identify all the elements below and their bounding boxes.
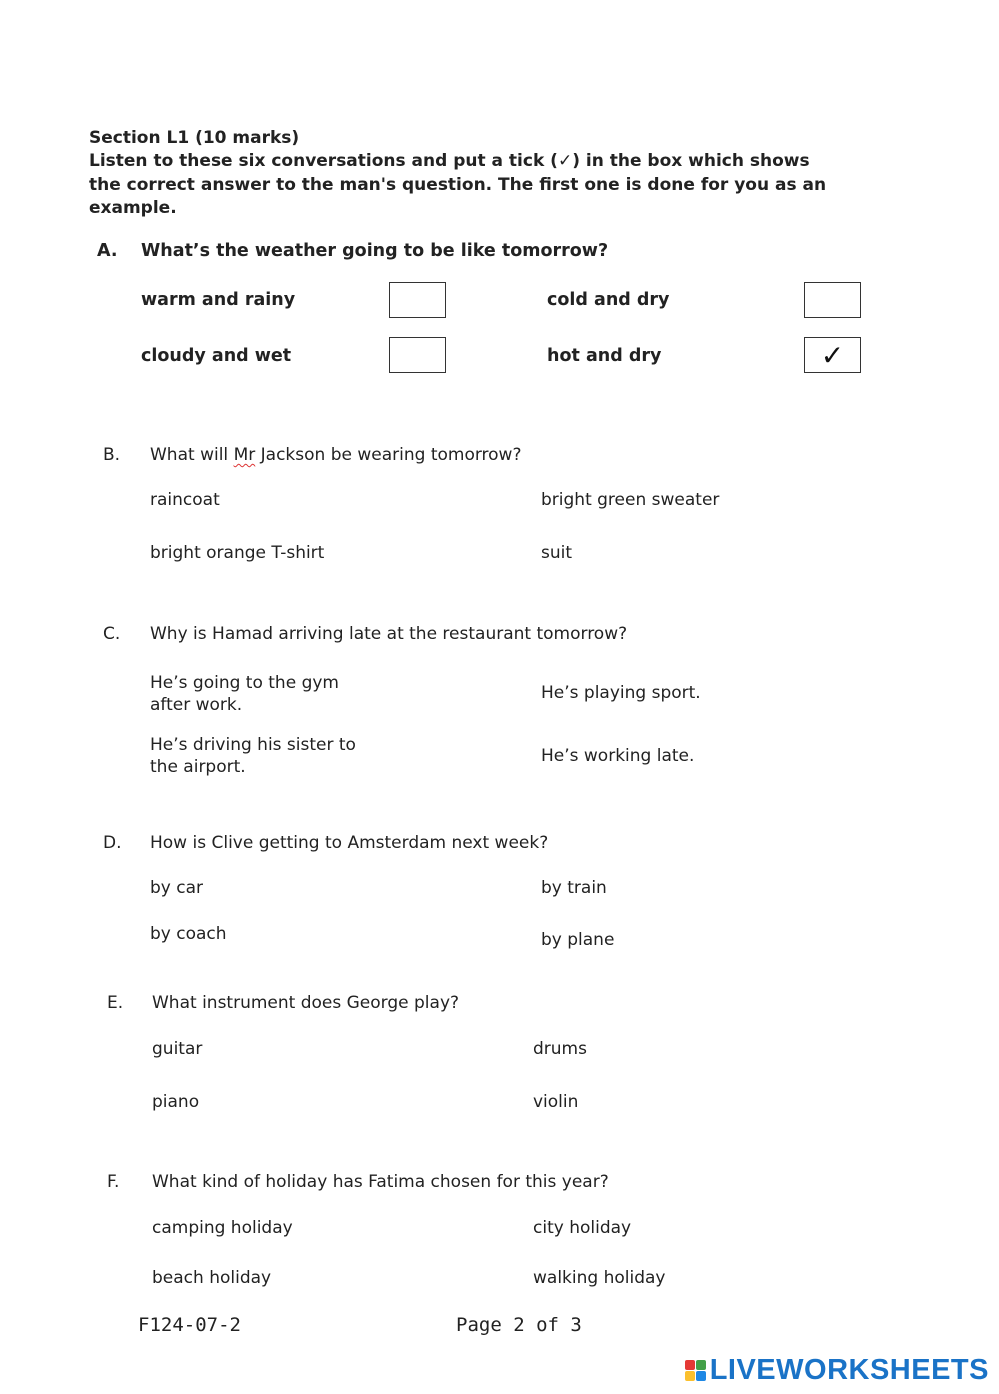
logo-text: LIVEWORKSHEETS — [709, 1354, 989, 1386]
option-b3[interactable]: bright orange T-shirt — [150, 543, 325, 563]
option-f3[interactable]: beach holiday — [152, 1268, 272, 1288]
option-e2[interactable]: drums — [533, 1039, 587, 1059]
option-b2[interactable]: bright green sweater — [541, 490, 720, 510]
question-f-letter: F. — [107, 1172, 120, 1192]
option-e4[interactable]: violin — [533, 1092, 579, 1112]
question-e-text: What instrument does George play? — [152, 993, 460, 1013]
question-d-text: How is Clive getting to Amsterdam next week? — [150, 833, 549, 853]
section-title: Section L1 (10 marks) — [89, 128, 300, 148]
option-d4[interactable]: by plane — [541, 930, 615, 950]
option-e1[interactable]: guitar — [152, 1039, 203, 1059]
logo-squares-icon — [685, 1360, 706, 1381]
option-c3[interactable]: He’s driving his sister to the airport. — [150, 735, 356, 777]
question-e-letter: E. — [107, 993, 124, 1013]
option-b1[interactable]: raincoat — [150, 490, 220, 510]
question-c-text: Why is Hamad arriving late at the restaurant tomorrow? — [150, 624, 628, 644]
option-a2-label: cold and dry — [547, 290, 670, 310]
question-c-letter: C. — [103, 624, 121, 644]
option-c2[interactable]: He’s playing sport. — [541, 683, 701, 703]
option-a4-label: hot and dry — [547, 346, 662, 366]
footer-page-number: Page 2 of 3 — [456, 1314, 582, 1336]
option-b4[interactable]: suit — [541, 543, 573, 563]
section-instruction: Listen to these six conversations and put a tick (✓) in the box which shows the correct answer to the man's question. The first one is done for you as an example. — [89, 151, 827, 218]
question-f-text: What kind of holiday has Fatima chosen for this year? — [152, 1172, 609, 1192]
question-a-text: What’s the weather going to be like tomorrow? — [141, 241, 609, 261]
answer-box-a2[interactable] — [804, 282, 861, 318]
option-a1-label: warm and rainy — [141, 290, 296, 310]
spellcheck-word: Mr — [233, 445, 256, 465]
option-a3-label: cloudy and wet — [141, 346, 292, 366]
footer-code: F124-07-2 — [138, 1314, 241, 1336]
liveworksheets-logo — [685, 1354, 989, 1387]
option-e3[interactable]: piano — [152, 1092, 200, 1112]
answer-box-a3[interactable] — [389, 337, 446, 373]
question-d-letter: D. — [103, 833, 122, 853]
option-d3[interactable]: by coach — [150, 924, 227, 944]
option-d2[interactable]: by train — [541, 878, 607, 898]
answer-box-a1[interactable] — [389, 282, 446, 318]
question-a-letter: A. — [97, 241, 118, 261]
option-f4[interactable]: walking holiday — [533, 1268, 666, 1288]
question-b-letter: B. — [103, 445, 121, 465]
option-c1[interactable]: He’s going to the gym after work. — [150, 673, 339, 715]
option-f2[interactable]: city holiday — [533, 1218, 632, 1238]
question-b-text: What will Mr Jackson be wearing tomorrow? — [150, 445, 522, 465]
option-c4[interactable]: He’s working late. — [541, 746, 695, 766]
answer-box-a4[interactable]: ✓ — [804, 337, 861, 373]
option-f1[interactable]: camping holiday — [152, 1218, 293, 1238]
option-d1[interactable]: by car — [150, 878, 204, 898]
